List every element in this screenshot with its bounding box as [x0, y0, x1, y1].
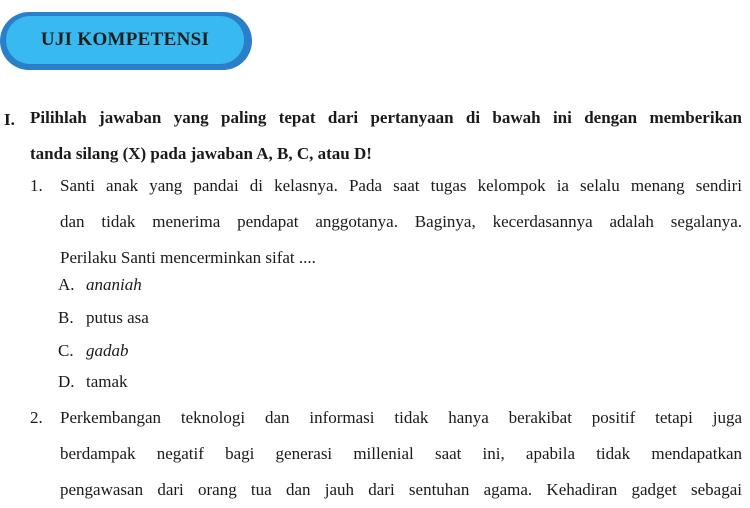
question-line: berdampak negatif bagi generasi millenial saat ini, apabila tidak mendapatkan	[60, 444, 742, 463]
instruction-text	[30, 100, 742, 172]
question-number: 2.	[30, 408, 43, 427]
section-number: I.	[4, 110, 15, 129]
page-title: UJI KOMPETENSI	[40, 29, 210, 50]
instruction-line-2: tanda silang (X) pada jawaban A, B, C, atau D!	[30, 144, 372, 163]
option-text: gadab	[86, 341, 129, 360]
instruction-line-1: Pilihlah jawaban yang paling tepat dari pertanyaan di bawah ini dengan memberikan	[30, 108, 742, 127]
option-text: tamak	[86, 372, 128, 391]
title-banner	[0, 12, 252, 70]
question-line: pengawasan dari orang tua dan jauh dari sentuhan agama. Kehadiran gadget sebagai	[60, 480, 742, 499]
question-text	[60, 168, 742, 276]
option-a[interactable]	[58, 269, 142, 301]
question-line: Perilaku Santi mencerminkan sifat ....	[60, 248, 316, 267]
option-letter: C.	[58, 341, 74, 360]
title-pill	[6, 16, 244, 64]
option-text: putus asa	[86, 308, 149, 327]
question-line: Santi anak yang pandai di kelasnya. Pada saat tugas kelompok ia selalu menang sendiri	[60, 176, 742, 195]
question-text	[60, 400, 742, 508]
question-line: Perkembangan teknologi dan informasi tidak hanya berakibat positif tetapi juga	[60, 408, 742, 427]
option-b[interactable]	[58, 302, 149, 334]
option-c[interactable]	[58, 335, 129, 367]
option-letter: A.	[58, 275, 75, 294]
question-line: dan tidak menerima pendapat anggotanya. Baginya, kecerdasannya adalah segalanya.	[60, 212, 742, 231]
option-letter: B.	[58, 308, 74, 327]
option-letter: D.	[58, 372, 75, 391]
question-number: 1.	[30, 176, 43, 195]
option-text: ananiah	[86, 275, 142, 294]
option-d[interactable]	[58, 366, 128, 398]
